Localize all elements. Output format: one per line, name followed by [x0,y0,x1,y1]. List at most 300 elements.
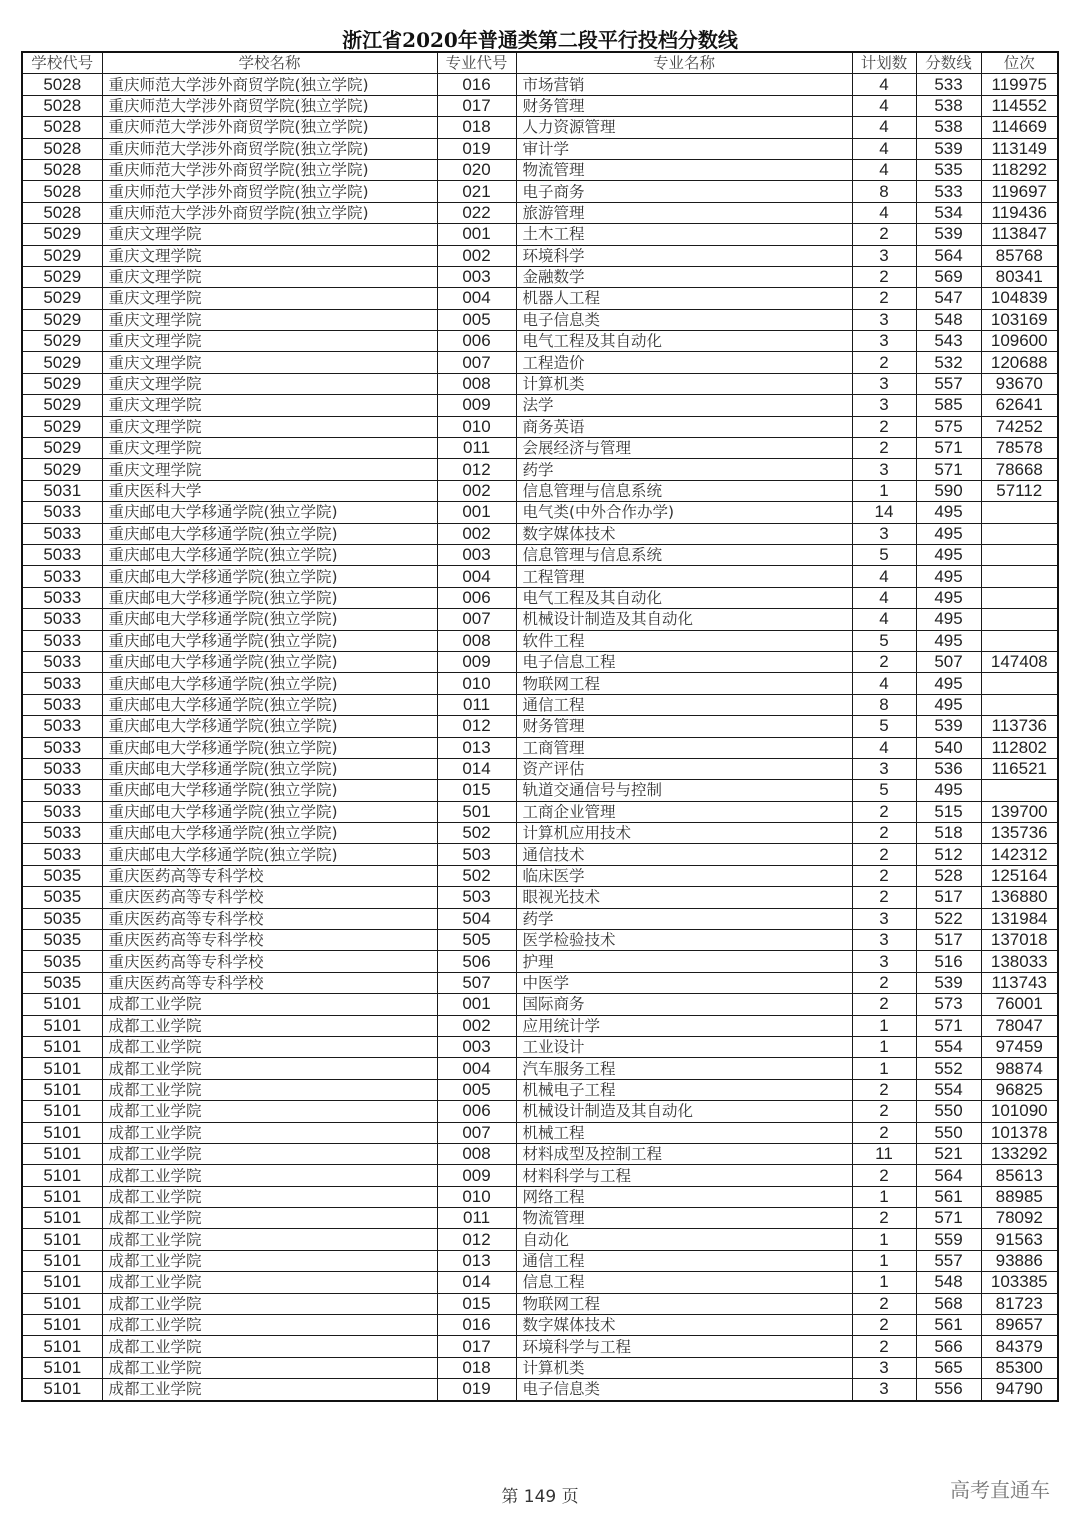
cell-major-name: 工商企业管理 [516,801,852,822]
cell-rank: 119697 [981,181,1058,202]
cell-major-name: 通信技术 [516,844,852,865]
cell-major-name: 工业设计 [516,1036,852,1057]
table-row [22,1101,1058,1122]
cell-rank: 94790 [981,1379,1058,1401]
table-row [22,288,1058,309]
cell-major-name: 物联网工程 [516,673,852,694]
cell-plan-count: 3 [852,758,916,779]
cell-score-line: 535 [916,159,981,180]
cell-major-name: 机械工程 [516,1122,852,1143]
cell-major-name: 轨道交通信号与控制 [516,780,852,801]
cell-rank: 85300 [981,1357,1058,1378]
cell-plan-count: 1 [852,1186,916,1207]
cell-plan-count: 1 [852,1229,916,1250]
table-body [22,74,1058,1401]
table-row [22,994,1058,1015]
cell-rank: 114552 [981,95,1058,116]
cell-major-name: 会展经济与管理 [516,438,852,459]
cell-major-name: 机器人工程 [516,288,852,309]
cell-school-code: 5029 [22,309,102,330]
header-major-code: 专业代号 [437,52,516,74]
cell-rank: 74252 [981,416,1058,437]
cell-score-line: 495 [916,694,981,715]
table-row [22,373,1058,394]
cell-plan-count: 3 [852,930,916,951]
cell-major-name: 电子信息工程 [516,651,852,672]
cell-major-code: 007 [437,609,516,630]
header-school-code: 学校代号 [22,52,102,74]
cell-major-name: 电气工程及其自动化 [516,331,852,352]
cell-score-line: 550 [916,1122,981,1143]
cell-plan-count: 4 [852,673,916,694]
table-row [22,823,1058,844]
cell-major-name: 国际商务 [516,994,852,1015]
cell-major-code: 017 [437,95,516,116]
table-row [22,673,1058,694]
cell-plan-count: 2 [852,823,916,844]
cell-score-line: 512 [916,844,981,865]
table-row [22,780,1058,801]
cell-school-name: 重庆文理学院 [102,224,437,245]
cell-major-code: 503 [437,887,516,908]
cell-plan-count: 2 [852,1315,916,1336]
cell-rank: 76001 [981,994,1058,1015]
table-row [22,1186,1058,1207]
cell-school-code: 5029 [22,438,102,459]
cell-school-name: 重庆师范大学涉外商贸学院(独立学院) [102,74,437,95]
cell-plan-count: 3 [852,373,916,394]
cell-rank: 57112 [981,480,1058,501]
cell-rank: 103169 [981,309,1058,330]
cell-major-code: 014 [437,758,516,779]
cell-rank: 104839 [981,288,1058,309]
cell-school-name: 重庆文理学院 [102,352,437,373]
cell-score-line: 495 [916,587,981,608]
cell-school-name: 重庆邮电大学移通学院(独立学院) [102,801,437,822]
table-row [22,1336,1058,1357]
cell-plan-count: 3 [852,331,916,352]
table-row [22,266,1058,287]
cell-rank: 78578 [981,438,1058,459]
cell-school-code: 5033 [22,716,102,737]
cell-school-code: 5101 [22,1229,102,1250]
cell-school-name: 成都工业学院 [102,1079,437,1100]
cell-major-code: 018 [437,1357,516,1378]
cell-plan-count: 1 [852,1272,916,1293]
cell-score-line: 521 [916,1143,981,1164]
cell-plan-count: 2 [852,1208,916,1229]
cell-major-name: 机械电子工程 [516,1079,852,1100]
cell-rank: 138033 [981,951,1058,972]
cell-school-code: 5035 [22,908,102,929]
cell-major-code: 004 [437,288,516,309]
cell-plan-count: 2 [852,865,916,886]
cell-rank [981,566,1058,587]
cell-score-line: 575 [916,416,981,437]
cell-school-name: 重庆邮电大学移通学院(独立学院) [102,630,437,651]
cell-school-name: 重庆邮电大学移通学院(独立学院) [102,673,437,694]
cell-major-code: 014 [437,1272,516,1293]
cell-major-code: 001 [437,502,516,523]
cell-school-name: 成都工业学院 [102,1015,437,1036]
table-row [22,1165,1058,1186]
cell-major-code: 020 [437,159,516,180]
cell-plan-count: 8 [852,694,916,715]
cell-plan-count: 4 [852,138,916,159]
cell-major-code: 006 [437,1101,516,1122]
cell-school-code: 5101 [22,1250,102,1271]
cell-school-code: 5101 [22,1208,102,1229]
cell-school-name: 重庆师范大学涉外商贸学院(独立学院) [102,181,437,202]
header-plan-count: 计划数 [852,52,916,74]
cell-score-line: 573 [916,994,981,1015]
cell-school-name: 重庆文理学院 [102,395,437,416]
cell-rank: 113149 [981,138,1058,159]
cell-major-name: 物联网工程 [516,1293,852,1314]
cell-major-name: 护理 [516,951,852,972]
cell-school-name: 重庆邮电大学移通学院(独立学院) [102,716,437,737]
cell-rank: 78047 [981,1015,1058,1036]
cell-school-name: 成都工业学院 [102,1165,437,1186]
admission-score-table [21,51,1059,1402]
cell-major-name: 电子商务 [516,181,852,202]
cell-score-line: 571 [916,438,981,459]
cell-score-line: 495 [916,780,981,801]
cell-major-code: 012 [437,1229,516,1250]
cell-school-name: 重庆邮电大学移通学院(独立学院) [102,544,437,565]
cell-school-code: 5033 [22,694,102,715]
cell-rank [981,523,1058,544]
cell-major-name: 中医学 [516,972,852,993]
cell-major-code: 506 [437,951,516,972]
cell-school-name: 成都工业学院 [102,1036,437,1057]
cell-major-code: 011 [437,694,516,715]
cell-major-code: 013 [437,737,516,758]
table-row [22,181,1058,202]
cell-plan-count: 4 [852,609,916,630]
cell-major-name: 土木工程 [516,224,852,245]
cell-rank: 85613 [981,1165,1058,1186]
cell-major-name: 商务英语 [516,416,852,437]
table-row [22,95,1058,116]
cell-score-line: 538 [916,95,981,116]
cell-major-name: 财务管理 [516,95,852,116]
cell-school-name: 重庆邮电大学移通学院(独立学院) [102,566,437,587]
cell-score-line: 495 [916,609,981,630]
cell-school-code: 5101 [22,1015,102,1036]
cell-score-line: 585 [916,395,981,416]
cell-school-name: 成都工业学院 [102,1315,437,1336]
cell-rank [981,502,1058,523]
table-row [22,930,1058,951]
cell-major-name: 材料科学与工程 [516,1165,852,1186]
cell-plan-count: 2 [852,224,916,245]
table-row [22,202,1058,223]
cell-score-line: 540 [916,737,981,758]
cell-score-line: 550 [916,1101,981,1122]
cell-rank: 120688 [981,352,1058,373]
cell-major-code: 009 [437,395,516,416]
cell-score-line: 566 [916,1336,981,1357]
cell-school-code: 5028 [22,181,102,202]
cell-school-name: 重庆邮电大学移通学院(独立学院) [102,587,437,608]
cell-rank: 142312 [981,844,1058,865]
cell-major-name: 药学 [516,459,852,480]
cell-major-code: 019 [437,1379,516,1401]
table-row [22,758,1058,779]
table-row [22,908,1058,929]
table-row [22,523,1058,544]
cell-rank [981,780,1058,801]
cell-plan-count: 5 [852,716,916,737]
cell-school-name: 成都工业学院 [102,1143,437,1164]
cell-plan-count: 1 [852,1036,916,1057]
cell-plan-count: 2 [852,1122,916,1143]
cell-plan-count: 3 [852,309,916,330]
table-row [22,159,1058,180]
cell-major-code: 502 [437,823,516,844]
cell-school-code: 5035 [22,930,102,951]
cell-school-name: 重庆邮电大学移通学院(独立学院) [102,844,437,865]
cell-school-code: 5033 [22,737,102,758]
cell-score-line: 539 [916,138,981,159]
cell-school-code: 5035 [22,951,102,972]
cell-plan-count: 2 [852,651,916,672]
cell-score-line: 517 [916,930,981,951]
cell-school-code: 5033 [22,823,102,844]
cell-school-name: 成都工业学院 [102,1357,437,1378]
cell-school-name: 成都工业学院 [102,1186,437,1207]
cell-plan-count: 2 [852,1079,916,1100]
cell-rank: 119436 [981,202,1058,223]
table-row [22,395,1058,416]
cell-rank: 78092 [981,1208,1058,1229]
cell-major-code: 018 [437,117,516,138]
table-row [22,844,1058,865]
cell-school-code: 5033 [22,844,102,865]
table-row [22,502,1058,523]
cell-major-code: 005 [437,1079,516,1100]
cell-major-name: 通信工程 [516,694,852,715]
cell-major-name: 工程管理 [516,566,852,587]
cell-school-name: 重庆医药高等专科学校 [102,930,437,951]
table-header-row [22,52,1058,74]
cell-score-line: 533 [916,74,981,95]
cell-school-code: 5035 [22,887,102,908]
cell-plan-count: 4 [852,74,916,95]
cell-rank: 137018 [981,930,1058,951]
cell-school-code: 5029 [22,352,102,373]
cell-school-name: 重庆邮电大学移通学院(独立学院) [102,502,437,523]
cell-plan-count: 2 [852,887,916,908]
cell-major-name: 市场营销 [516,74,852,95]
cell-score-line: 557 [916,373,981,394]
cell-school-code: 5029 [22,373,102,394]
cell-plan-count: 2 [852,1101,916,1122]
cell-major-code: 012 [437,459,516,480]
cell-plan-count: 3 [852,245,916,266]
cell-school-code: 5029 [22,245,102,266]
cell-major-code: 502 [437,865,516,886]
cell-major-code: 003 [437,544,516,565]
table-row [22,1272,1058,1293]
cell-major-name: 药学 [516,908,852,929]
cell-score-line: 495 [916,673,981,694]
cell-score-line: 538 [916,117,981,138]
cell-school-name: 重庆医科大学 [102,480,437,501]
cell-major-code: 505 [437,930,516,951]
cell-major-name: 信息管理与信息系统 [516,480,852,501]
cell-school-name: 重庆师范大学涉外商贸学院(独立学院) [102,95,437,116]
cell-school-name: 重庆文理学院 [102,266,437,287]
cell-rank: 109600 [981,331,1058,352]
cell-school-code: 5101 [22,1165,102,1186]
table-row [22,801,1058,822]
watermark-text: 高考直通车 [950,1478,1050,1502]
cell-rank: 113736 [981,716,1058,737]
table-row [22,438,1058,459]
table-row [22,224,1058,245]
cell-score-line: 539 [916,972,981,993]
page-number: 第 149 页 [501,1487,579,1507]
cell-major-name: 资产评估 [516,758,852,779]
cell-school-name: 重庆医药高等专科学校 [102,951,437,972]
cell-major-name: 人力资源管理 [516,117,852,138]
cell-plan-count: 11 [852,1143,916,1164]
table-row [22,1143,1058,1164]
cell-rank: 98874 [981,1058,1058,1079]
cell-school-code: 5101 [22,1186,102,1207]
cell-plan-count: 2 [852,1336,916,1357]
cell-plan-count: 4 [852,159,916,180]
cell-rank: 93886 [981,1250,1058,1271]
cell-rank: 119975 [981,74,1058,95]
cell-score-line: 552 [916,1058,981,1079]
table-row [22,544,1058,565]
cell-score-line: 561 [916,1315,981,1336]
cell-score-line: 495 [916,544,981,565]
cell-school-name: 成都工业学院 [102,1250,437,1271]
cell-major-name: 环境科学与工程 [516,1336,852,1357]
cell-school-name: 重庆文理学院 [102,288,437,309]
cell-school-code: 5033 [22,673,102,694]
cell-score-line: 571 [916,1015,981,1036]
cell-major-name: 旅游管理 [516,202,852,223]
table-row [22,694,1058,715]
cell-score-line: 539 [916,224,981,245]
cell-rank: 85768 [981,245,1058,266]
cell-plan-count: 2 [852,266,916,287]
cell-major-name: 金融数学 [516,266,852,287]
cell-major-code: 001 [437,224,516,245]
cell-major-code: 007 [437,352,516,373]
cell-school-name: 成都工业学院 [102,1122,437,1143]
cell-school-name: 重庆文理学院 [102,438,437,459]
cell-school-code: 5028 [22,95,102,116]
cell-school-name: 重庆医药高等专科学校 [102,972,437,993]
table-row [22,951,1058,972]
cell-school-name: 重庆邮电大学移通学院(独立学院) [102,823,437,844]
cell-school-code: 5028 [22,117,102,138]
cell-score-line: 559 [916,1229,981,1250]
table-row [22,630,1058,651]
cell-rank [981,673,1058,694]
cell-school-name: 重庆邮电大学移通学院(独立学院) [102,651,437,672]
cell-major-name: 数字媒体技术 [516,523,852,544]
table-row [22,331,1058,352]
cell-major-name: 电气工程及其自动化 [516,587,852,608]
cell-school-code: 5101 [22,1058,102,1079]
cell-school-name: 重庆师范大学涉外商贸学院(独立学院) [102,138,437,159]
cell-plan-count: 3 [852,908,916,929]
cell-rank: 84379 [981,1336,1058,1357]
cell-school-name: 成都工业学院 [102,1336,437,1357]
cell-school-code: 5033 [22,609,102,630]
header-school-name: 学校名称 [102,52,437,74]
cell-major-name: 机械设计制造及其自动化 [516,1101,852,1122]
cell-major-code: 016 [437,74,516,95]
cell-rank: 131984 [981,908,1058,929]
cell-school-code: 5029 [22,288,102,309]
cell-major-name: 计算机应用技术 [516,823,852,844]
table-row [22,1357,1058,1378]
cell-major-code: 008 [437,630,516,651]
cell-rank: 101090 [981,1101,1058,1122]
cell-major-code: 011 [437,438,516,459]
cell-major-name: 机械设计制造及其自动化 [516,609,852,630]
cell-major-code: 010 [437,673,516,694]
cell-school-name: 重庆师范大学涉外商贸学院(独立学院) [102,202,437,223]
cell-major-name: 自动化 [516,1229,852,1250]
cell-major-name: 工商管理 [516,737,852,758]
cell-rank [981,694,1058,715]
cell-rank: 113847 [981,224,1058,245]
table-row [22,1250,1058,1271]
cell-plan-count: 3 [852,1357,916,1378]
table-row [22,716,1058,737]
cell-school-name: 重庆邮电大学移通学院(独立学院) [102,780,437,801]
cell-score-line: 522 [916,908,981,929]
cell-major-code: 005 [437,309,516,330]
table-row [22,587,1058,608]
page-title: 浙江省2020年普通类第二段平行投档分数线 [342,28,738,52]
cell-plan-count: 3 [852,523,916,544]
table-row [22,480,1058,501]
cell-rank [981,630,1058,651]
cell-major-code: 002 [437,245,516,266]
cell-school-code: 5035 [22,865,102,886]
cell-rank: 135736 [981,823,1058,844]
cell-major-code: 004 [437,566,516,587]
cell-major-name: 眼视光技术 [516,887,852,908]
cell-school-code: 5101 [22,994,102,1015]
table-row [22,1015,1058,1036]
cell-major-name: 法学 [516,395,852,416]
table-row [22,609,1058,630]
cell-score-line: 495 [916,630,981,651]
cell-major-code: 001 [437,994,516,1015]
cell-rank: 81723 [981,1293,1058,1314]
cell-major-code: 010 [437,1186,516,1207]
cell-score-line: 533 [916,181,981,202]
cell-rank: 93670 [981,373,1058,394]
cell-school-name: 成都工业学院 [102,1229,437,1250]
cell-score-line: 507 [916,651,981,672]
cell-major-code: 009 [437,1165,516,1186]
cell-score-line: 561 [916,1186,981,1207]
cell-major-name: 数字媒体技术 [516,1315,852,1336]
cell-major-code: 011 [437,1208,516,1229]
